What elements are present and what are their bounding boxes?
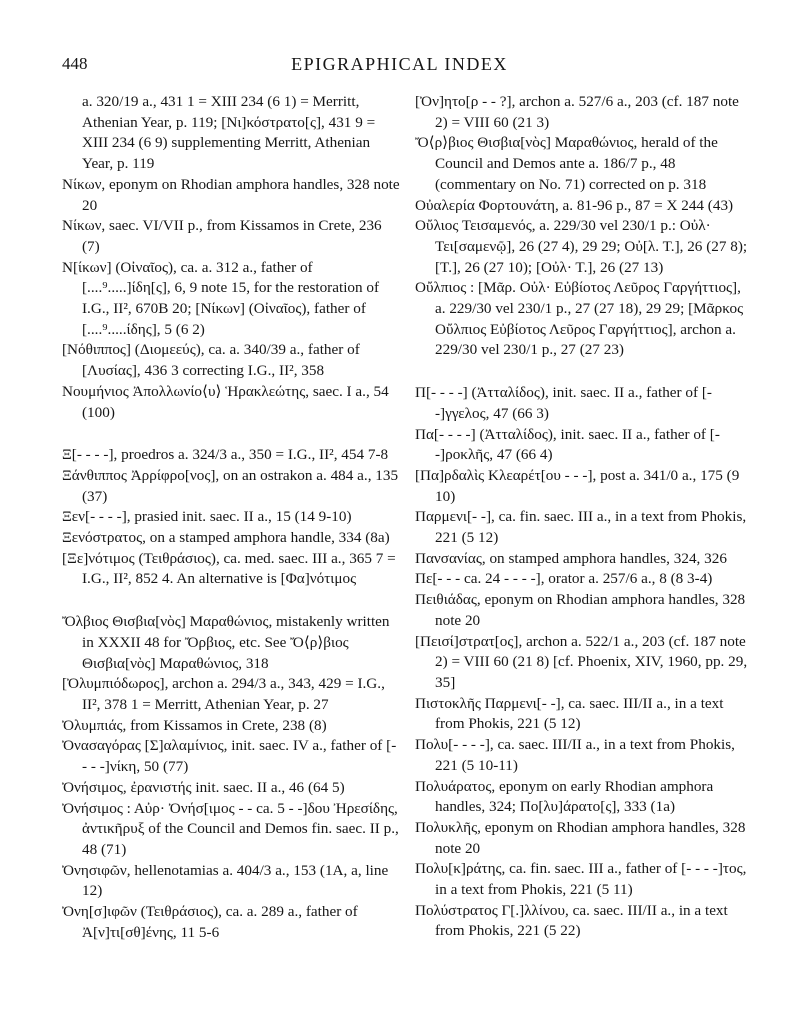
- index-entry: Πολυ[- - - -], ca. saec. III/II a., in a text from Phokis, 221 (5 10-11): [415, 736, 735, 774]
- index-entry: [Ξε]νότιμος (Τειθράσιος), ca. med. saec. III a., 365 7 = I.G., II², 852 4. An alternative is [Φα]νότιμος: [62, 549, 396, 588]
- section-gap: [62, 423, 400, 445]
- index-entry: Π[- - - -] (Ἀτταλίδος), init. saec. II a., father of [- -]γγελος, 47 (66 3): [415, 384, 712, 422]
- running-title: EPIGRAPHICAL INDEX: [291, 54, 508, 74]
- index-entry: Ξάνθιππος Ἀρρίφρο[νος], on an ostrakon a. 484 a., 135 (37): [62, 466, 399, 505]
- index-entry: [Πα]ρδαλὶς Κλεαρέτ[ου - - -], post a. 341/0 a., 175 (9 10): [415, 466, 740, 505]
- index-entry: Πειθιάδας, eponym on Rhodian amphora handles, 328 note 20: [415, 591, 746, 629]
- index-entry: Παρμενι[- -], ca. fin. saec. III a., in a text from Phokis, 221 (5 12): [415, 508, 747, 547]
- section-gap: [62, 590, 400, 612]
- index-entry: Πανσανίας, on stamped amphora handles, 324, 326: [415, 549, 727, 567]
- section-gap: [415, 361, 753, 383]
- index-entry: Οὐαλερία Φορτουνάτη, a. 81-96 p., 87 = X 244 (43): [415, 196, 734, 214]
- page-header: [0, 54, 799, 82]
- index-entry: Πολυκλῆς, eponym on Rhodian amphora handles, 328 note 20: [415, 818, 746, 857]
- index-entry: Πε[- - - ca. 24 - - - -], orator a. 257/6 a., 8 (8 3-4): [415, 570, 713, 588]
- index-entry: Νίκων, eponym on Rhodian amphora handles, 328 note 20: [62, 175, 400, 214]
- index-entry: Οὔλιος Τεισαμενός, a. 229/30 vel 230/1 p.: Οὐλ· Τει[σαμενῷ], 26 (27 4), 29 29; Οὐ[λ. Τ.], 26 (27 8); [Τ.], 26 (27 10); [Οὐλ· Τ.], 26 (27 13): [415, 217, 748, 276]
- index-entry: Ξεν[- - - -], prasied init. saec. II a., 15 (14 9-10): [62, 508, 352, 526]
- index-entry: Νουμήνιος Ἀπολλωνίο⟨υ⟩ Ἡρακλεώτης, saec. I a., 54 (100): [62, 382, 389, 421]
- right-column: [415, 92, 753, 942]
- index-entry: Ὄ⟨ρ⟩βιος Θισβια[νὸς] Μαραθώνιος, herald of the Council and Demos ante a. 186/7 p., 48 (commentary on No. 71) corrected on p. 318: [415, 134, 718, 193]
- index-entry: Πολυάρατος, eponym on early Rhodian amphora handles, 324; Πο[λυ]άρατο[ς], 333 (1a): [415, 777, 714, 816]
- page-number: 448: [62, 54, 88, 73]
- index-entry: [Πεισί]στρατ[ος], archon a. 522/1 a., 203 (cf. 187 note 2) = VIII 60 (21 8) [cf. Phoenix, XIV, 1960, pp. 29, 35]: [415, 632, 748, 691]
- index-entry: Ὀνήσιμος : Αὐρ· Ὀνήσ[ιμος - - ca. 5 - -]δου Ἠρεσίδης, ἀντικῆρυξ of the Council and Demos fin. saec. II p., 48 (71): [62, 799, 399, 858]
- index-entry: Ὄλβιος Θισβια[νὸς] Μαραθώνιος, mistakenly written in XXXII 48 for Ὄρβιος, etc. See Ὄ⟨ρ⟩βιος Θισβια[νὸς] Μαραθώνιος, 318: [62, 613, 390, 672]
- index-entry: Ὀλυμπιάς, from Kissamos in Crete, 238 (8): [62, 716, 327, 734]
- index-entry-continuation: a. 320/19 a., 431 1 = XIII 234 (6 1) = Merritt, Athenian Year, p. 119; [Νι]κόστρατο[ς], 431 9 = XIII 234 (6 9) supplementing Merritt, Athenian Year, p. 119: [82, 93, 376, 173]
- index-entry: [Ὀν]ητο[ρ - - ?], archon a. 527/6 a., 203 (cf. 187 note 2) = VIII 60 (21 3): [415, 93, 739, 131]
- index-entry: Πολυ[κ]ράτης, ca. fin. saec. III a., father of [- - - -]τος, in a text from Phokis, 221 (5 11): [415, 860, 747, 899]
- index-entry: N[ίκων] (Οἰναῖος), ca. a. 312 a., father of [....⁹.....]ίδη[ς], 6, 9 note 15, for the restoration of I.G., II², 670B 20; [Νίκων] (Οἰναῖος), father of [....⁹.....ίδης], 5 (6 2): [62, 258, 380, 338]
- index-entry: Πα[- - - -] (Ἀτταλίδος), init. saec. II a., father of [- -]ροκλῆς, 47 (66 4): [415, 425, 720, 464]
- index-entry: Ὀνήσιμος, ἐρανιστής init. saec. II a., 46 (64 5): [62, 778, 345, 796]
- index-entry: Ξενόστρατος, on a stamped amphora handle, 334 (8a): [62, 529, 390, 547]
- index-entry: [Ὀλυμπιόδωρος], archon a. 294/3 a., 343, 429 = I.G., II², 378 1 = Merritt, Athenian Year, p. 27: [62, 675, 385, 713]
- index-entry: Πιστοκλῆς Παρμενι[- -], ca. saec. III/II a., in a text from Phokis, 221 (5 12): [415, 694, 724, 733]
- index-entry: Ξ[- - - -], proedros a. 324/3 a., 350 = I.G., II², 454 7-8: [62, 446, 389, 464]
- index-entry: Πολύστρατος Γ[.]λλίνου, ca. saec. III/II a., in a text from Phokis, 221 (5 22): [415, 901, 728, 940]
- index-entry: Ὀνασαγόρας [Σ]αλαμίνιος, init. saec. IV a., father of [- - - -]νίκη, 50 (77): [62, 737, 397, 776]
- index-entry: Οὔλπιος : [Μᾶρ. Οὐλ· Εὐβίοτος Λεῦρος Γαργήττιος], a. 229/30 vel 230/1 p., 27 (27 18), 29 29; [Μᾶρκος Οὔλπιος Εὐβίοτος Λεῦρος Γαργήττιος], archon a. 229/30 vel 230/1 p., 27 (27 23): [415, 279, 744, 359]
- index-entry: Ὀνη[σ]ιφῶν (Τειθράσιος), ca. a. 289 a., father of Ἀ[ν]τι[σθ]ένης, 11 5-6: [62, 903, 358, 941]
- index-entry: Νίκων, saec. VI/VII p., from Kissamos in Crete, 236 (7): [62, 217, 382, 255]
- left-column: [62, 92, 400, 943]
- index-entry: [Νόθιππος] (Διομεεύς), ca. a. 340/39 a., father of [Λυσίας], 436 3 correcting I.G., II², 358: [62, 341, 360, 380]
- index-entry: Ὀνησιφῶν, hellenotamias a. 404/3 a., 153 (1A, a, line 12): [62, 861, 389, 900]
